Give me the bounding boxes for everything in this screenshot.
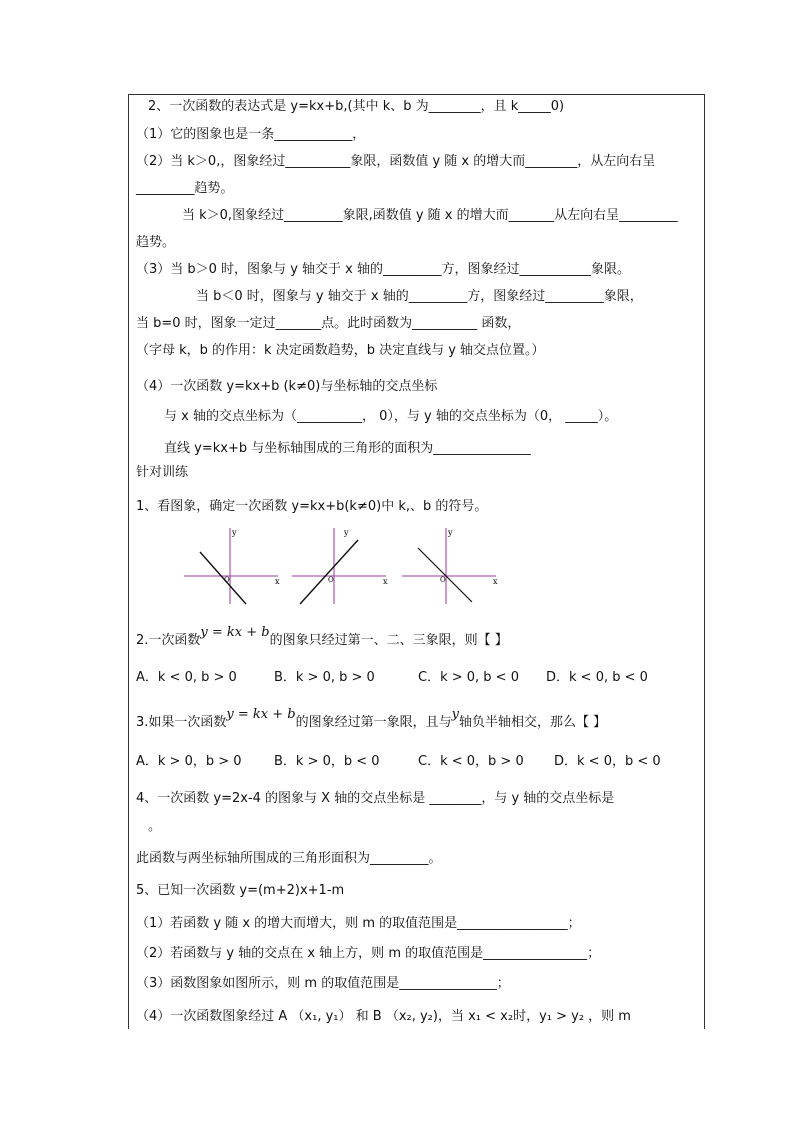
sec2-p4a: （4）一次函数 y=kx+b (k≠0)与坐标轴的交点坐标 <box>136 379 438 394</box>
q4-line-a: 4、一次函数 y=2x-4 的图象与 X 轴的交点坐标是 ________，与 y 轴的交点坐标是 <box>136 791 615 806</box>
q3-option-c: C．k < 0，b > 0 <box>418 754 524 769</box>
q5-part3: （3）函数图象如图所示，则 m 的取值范围是_______________； <box>136 976 510 991</box>
q5-part2: （2）若函数与 y 轴的交点在 x 轴上方，则 m 的取值范围是________________； <box>136 946 601 961</box>
q2-option-b: B．k > 0, b > 0 <box>274 670 375 685</box>
graph-3-origin: O <box>440 576 446 584</box>
training-heading: 针对训练 <box>136 465 189 480</box>
q3-option-a: A．k > 0，b > 0 <box>136 754 242 769</box>
sec2-p3b: 当 b＜0 时，图象与 y 轴交于 x 轴的_________方，图象经过_________象限， <box>196 289 643 304</box>
sec2-p2a: （2）当 k＞0,，图象经过__________象限，函数值 y 随 x 的增大而________，从左向右呈 <box>136 154 656 169</box>
q1-text: 1、看图象，确定一次函数 y=kx+b(k≠0)中 k,、b 的符号。 <box>136 499 488 514</box>
q3-formula: y = kx + b <box>226 707 296 722</box>
graph-2-x-label: x <box>383 577 388 586</box>
graph-2-y-label: y <box>344 528 349 537</box>
sec2-p2d: 趋势。 <box>136 235 176 250</box>
sec2-p2b: _________趋势。 <box>136 181 234 196</box>
sec2-p2c: 当 k＞0,图象经过_________象限,函数值 y 随 x 的增大而_______从左向右呈_________ <box>182 208 678 223</box>
q5-text: 5、已知一次函数 y=(m+2)x+1-m <box>136 883 345 898</box>
sec2-intro: 2、一次函数的表达式是 y=kx+b,(其中 k、b 为________，且 k_____0) <box>148 99 565 114</box>
q3-option-b: B．k > 0，b < 0 <box>274 754 380 769</box>
graph-2-origin: O <box>328 576 334 584</box>
q3-line <box>136 707 607 732</box>
graph-1-y-label: y <box>232 528 237 537</box>
sec2-p4b: 与 x 轴的交点坐标为（__________， 0），与 y 轴的交点坐标为（0， _____）。 <box>164 409 618 424</box>
q2-option-a: A．k < 0, b > 0 <box>136 670 237 685</box>
graph-3-y-label: y <box>448 528 453 537</box>
graph-3 <box>400 526 500 606</box>
q3-mid: 的图象经过第一象限，且与 <box>295 715 452 730</box>
graph-1-origin: O <box>224 576 230 584</box>
q2-formula: y = kx + b <box>200 625 270 640</box>
q2-suffix: 的图象只经过第一、二、三象限，则【 】 <box>269 633 508 648</box>
q3-suffix: 轴负半轴相交，那么【 】 <box>458 715 607 730</box>
q3-prefix: 3.如果一次函数 <box>136 715 227 730</box>
q5-part1: （1）若函数 y 随 x 的增大而增大，则 m 的取值范围是_________________； <box>136 916 581 931</box>
sec2-p3a: （3）当 b＞0 时，图象与 y 轴交于 x 轴的_________方，图象经过___________象限。 <box>136 262 630 277</box>
q2-prefix: 2.一次函数 <box>136 633 201 648</box>
sec2-p4c: 直线 y=kx+b 与坐标轴围成的三角形的面积为_______________ <box>164 441 531 456</box>
q3-y: y <box>451 707 459 722</box>
q2-option-d: D．k < 0, b < 0 <box>546 670 648 685</box>
q4-line-c: 此函数与两坐标轴所围成的三角形面积为_________。 <box>136 851 442 866</box>
graph-1 <box>182 526 282 606</box>
graph-1-x-label: x <box>275 577 280 586</box>
q5-part4: （4）一次函数图象经过 A （x₁, y₁） 和 B （x₂, y₂)，当 x₁ < x₂时，y₁ > y₂ ，则 m <box>136 1009 631 1024</box>
q2-line <box>136 625 508 650</box>
sec2-p1: （1）它的图象也是一条____________， <box>136 127 366 142</box>
graph-3-x-label: x <box>493 577 498 586</box>
q3-option-d: D．k < 0，b < 0 <box>554 754 661 769</box>
sec2-p3d: （字母 k，b 的作用：k 决定函数趋势，b 决定直线与 y 轴交点位置。） <box>136 343 545 358</box>
sec2-p3c: 当 b=0 时，图象一定过_______点。此时函数为__________ 函数， <box>136 316 521 331</box>
graph-2 <box>290 526 390 606</box>
q2-option-c: C．k > 0, b < 0 <box>418 670 519 685</box>
q4-line-b: 。 <box>148 819 162 834</box>
